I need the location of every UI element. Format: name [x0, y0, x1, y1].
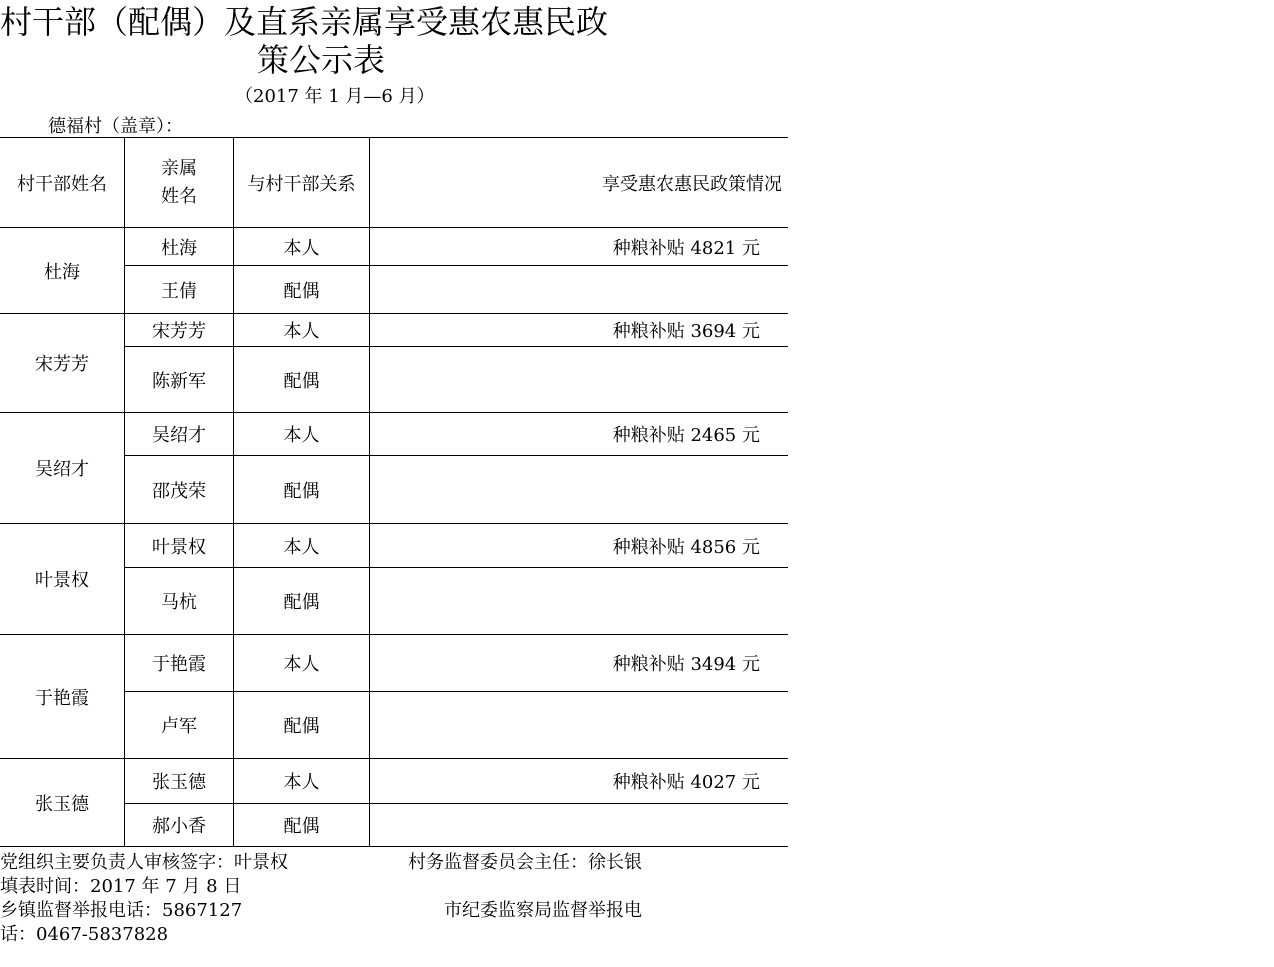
- relative-name-cell: 卢军: [161, 716, 197, 737]
- relative-name-cell: 郝小香: [152, 816, 206, 837]
- city-hotline-line2: 话：0467-5837828: [0, 924, 169, 945]
- policy-cell: 种粮补贴 2465 元: [612, 425, 760, 446]
- supervision-director: 村务监督委员会主任：徐长银: [408, 852, 642, 873]
- header-relative-name-line1: 亲属: [161, 157, 197, 179]
- period-label: （2017 年 1 月—6 月）: [235, 86, 435, 107]
- fill-date: 填表时间：2017 年 7 月 8 日: [0, 876, 242, 897]
- relation-cell: 配偶: [283, 716, 320, 737]
- relative-name-cell: 叶景权: [152, 536, 206, 558]
- relation-cell: 配偶: [283, 592, 320, 613]
- cadre-name-cell: 吴绍才: [35, 459, 89, 480]
- policy-cell: 种粮补贴 4821 元: [612, 237, 760, 259]
- relation-cell: 本人: [283, 772, 320, 793]
- town-hotline: 乡镇监督举报电话：5867127: [0, 900, 243, 921]
- party-review-signature: 党组织主要负责人审核签字：叶景权: [0, 852, 288, 873]
- relative-name-cell: 宋芳芳: [152, 321, 206, 342]
- page-title-line2: 策公示表: [257, 41, 386, 79]
- village-seal-label: 德福村（盖章）：: [48, 116, 183, 137]
- relative-name-cell: 于艳霞: [152, 654, 206, 675]
- relation-cell: 本人: [283, 425, 320, 446]
- relation-cell: 配偶: [283, 370, 320, 392]
- relative-name-cell: 陈新军: [152, 370, 206, 392]
- relative-name-cell: 杜海: [161, 237, 197, 259]
- page-title-line1: 村干部（配偶）及直系亲属享受惠农惠民政: [0, 3, 609, 41]
- relation-cell: 本人: [283, 654, 320, 675]
- relation-cell: 配偶: [283, 480, 320, 502]
- relative-name-cell: 马杭: [161, 592, 197, 613]
- cadre-name-cell: 杜海: [44, 261, 80, 283]
- cadre-name-cell: 张玉德: [35, 793, 89, 815]
- policy-cell: 种粮补贴 3494 元: [612, 654, 760, 675]
- relative-name-cell: 邵茂荣: [152, 480, 206, 502]
- relative-name-cell: 王倩: [161, 280, 197, 302]
- relation-cell: 本人: [283, 237, 320, 259]
- relative-name-cell: 吴绍才: [152, 425, 206, 446]
- relation-cell: 本人: [283, 536, 320, 558]
- cadre-name-cell: 宋芳芳: [35, 354, 89, 375]
- header-relative-name: [125, 138, 233, 227]
- relation-cell: 配偶: [283, 280, 320, 302]
- policy-cell: 种粮补贴 4856 元: [612, 536, 760, 558]
- header-relative-name-line2: 姓名: [161, 185, 197, 207]
- cadre-name-cell: 于艳霞: [35, 687, 89, 709]
- header-policy: 享受惠农惠民政策情况: [602, 173, 782, 195]
- cadre-name-cell: 叶景权: [35, 570, 89, 591]
- relation-cell: 本人: [283, 321, 320, 342]
- header-relation: 与村干部关系: [247, 173, 356, 195]
- city-hotline-line1: 市纪委监察局监督举报电: [444, 900, 642, 921]
- header-cadre-name: 村干部姓名: [17, 173, 107, 195]
- relation-cell: 配偶: [283, 816, 320, 837]
- relative-name-cell: 张玉德: [152, 772, 206, 793]
- policy-cell: 种粮补贴 4027 元: [612, 772, 760, 793]
- policy-cell: 种粮补贴 3694 元: [612, 321, 760, 342]
